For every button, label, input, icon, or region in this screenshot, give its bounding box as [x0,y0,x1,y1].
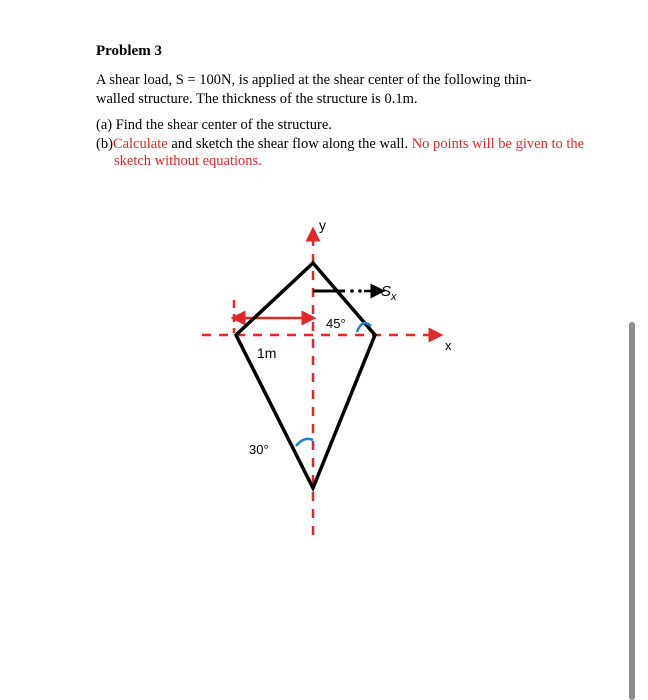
kite-structure-figure [190,205,470,545]
part-b-middle-text: and sketch the shear flow along the wall. [167,136,412,152]
part-b-highlight-warning: No points will be given to the sketch without equations. [114,136,585,169]
scrollbar[interactable] [629,322,635,700]
x-axis-label: x [445,338,452,353]
angle-arc-30 [296,439,313,446]
y-axis-label: y [319,217,326,233]
part-a-question: (a) Find the shear center of the structure. [96,117,332,133]
part-b-highlight-calculate: Calculate [112,136,168,152]
shear-load-dot-1 [350,289,354,293]
angle-label-30: 30° [249,442,269,457]
problem-title: Problem 3 [96,43,162,59]
part-b-prefix: (b) [96,136,113,152]
angle-label-45: 45° [326,316,346,331]
shear-load-label: $S_x$ [381,283,397,303]
problem-statement: A shear load, S = 100N, is applied at the shear center of the following thin-walled structure. The thickness of the structure is 0.1m. [96,72,532,107]
length-label-1m: 1m [257,345,277,361]
shear-load-dot-2 [358,289,362,293]
part-b-question [96,136,586,170]
